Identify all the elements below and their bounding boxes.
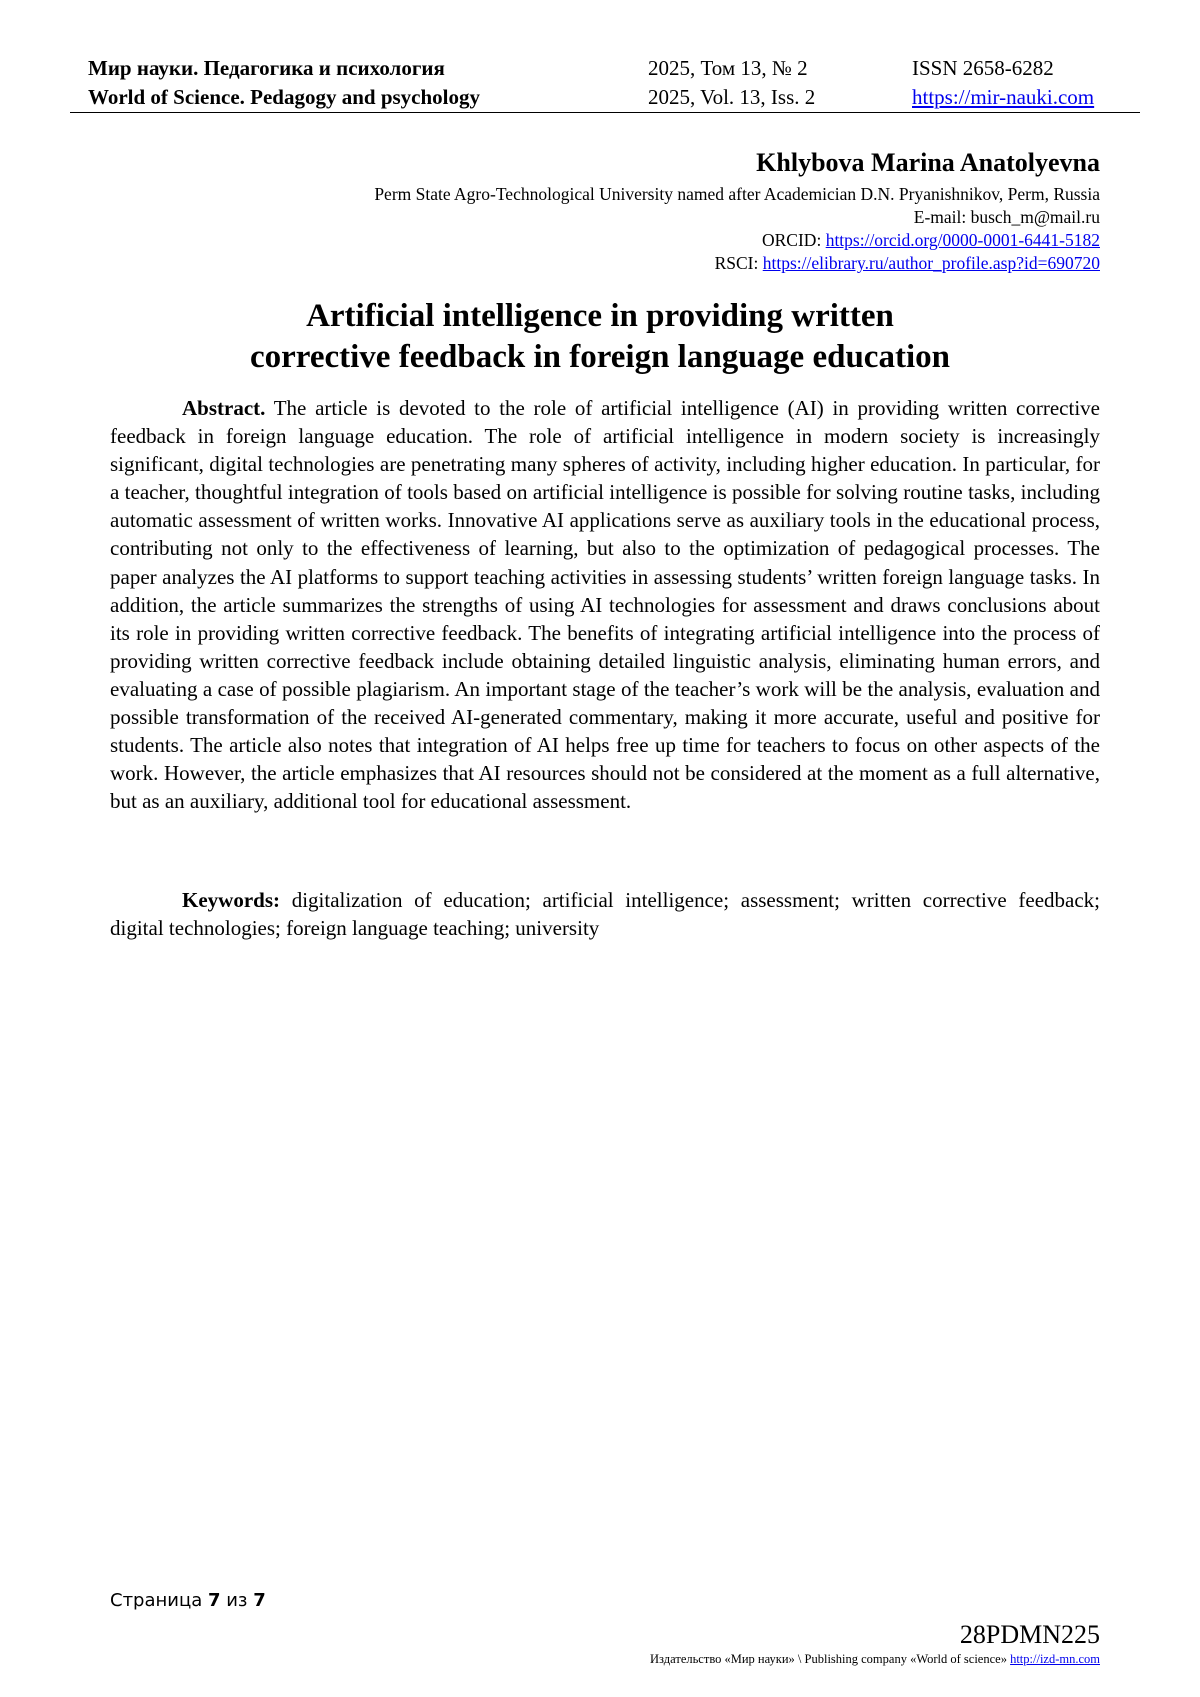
author-name: Khlybova Marina Anatolyevna [756,148,1100,177]
article-title-line-2: corrective feedback in foreign language education [250,339,950,375]
publisher-line [650,1652,1100,1667]
issn-block [912,54,1094,112]
page-mid: из [220,1590,254,1611]
issn: ISSN 2658-6282 [912,56,1054,80]
issue-en: 2025, Vol. 13, Iss. 2 [648,85,816,109]
article-code: 28PDMN225 [959,1620,1100,1649]
orcid-label: ORCID: [762,230,826,250]
publisher-text: Издательство «Мир науки» \ Publishing company «World of science» [650,1652,1011,1666]
abstract [110,394,1100,815]
publisher-link[interactable]: http://izd-mn.com [1010,1652,1100,1666]
author-block [100,145,1100,275]
journal-site-link[interactable]: https://mir-nauki.com [912,85,1095,109]
page-total: 7 [253,1590,266,1611]
journal-header [70,50,1140,113]
author-orcid [100,229,1100,252]
journal-title-en: World of Science. Pedagogy and psychology [88,85,481,109]
journal-title-block [88,54,480,112]
issue-block [648,54,815,112]
journal-title-ru: Мир науки. Педагогика и психология [88,56,445,80]
author-rsci [100,252,1100,275]
page-counter [110,1590,266,1611]
keywords-text: digitalization of education; artificial intelligence; assessment; written corrective feedback; digital technologies; foreign language teaching; university [110,888,1100,940]
author-email: E-mail: busch_m@mail.ru [913,207,1100,227]
orcid-link[interactable]: https://orcid.org/0000-0001-6441-5182 [825,230,1100,250]
article-title [100,296,1100,378]
rsci-link[interactable]: https://elibrary.ru/author_profile.asp?id=690720 [762,253,1100,273]
abstract-label: Abstract. [182,396,266,420]
article-title-line-1: Artificial intelligence in providing written [306,298,894,334]
abstract-text: The article is devoted to the role of artificial intelligence (AI) in providing written corrective feedback in foreign language education. The role of artificial intelligence in modern society is increasingly significant, digital technologies are penetrating many spheres of activity, including higher education. In particular, for a teacher, thoughtful integration of tools based on artificial intelligence is possible for solving routine tasks, including automatic assessment of written works. Innovative AI applications serve as auxiliary tools in the educational process, contributing not only to the effectiveness of learning, but also to the optimization of pedagogical processes. The paper analyzes the AI platforms to support teaching activities in assessing students’ written foreign language tasks. In addition, the article summarizes the strengths of using AI technologies for assessment and draws conclusions about its role in providing written corrective feedback. The benefits of integrating artificial intelligence into the process of providing written corrective feedback include obtaining detailed linguistic analysis, eliminating human errors, and evaluating a case of possible plagiarism. An important stage of the teacher’s work will be the analysis, evaluation and possible transformation of the received AI-generated commentary, making it more accurate, useful and positive for students. The article also notes that integration of AI helps free up time for teachers to focus on other aspects of the work. However, the article emphasizes that AI resources should not be considered at the moment as a full alternative, but as an auxiliary, additional tool for educational assessment. [110,396,1100,814]
keywords-label: Keywords: [182,888,280,912]
author-affiliation: Perm State Agro-Technological University named after Academician D.N. Pryanishnikov, Perm, Russia [374,184,1100,204]
page-prefix: Страница [110,1590,208,1611]
keywords [110,886,1100,942]
issue-ru: 2025, Том 13, № 2 [648,56,808,80]
rsci-label: RSCI: [714,253,763,273]
page-current: 7 [207,1590,221,1611]
